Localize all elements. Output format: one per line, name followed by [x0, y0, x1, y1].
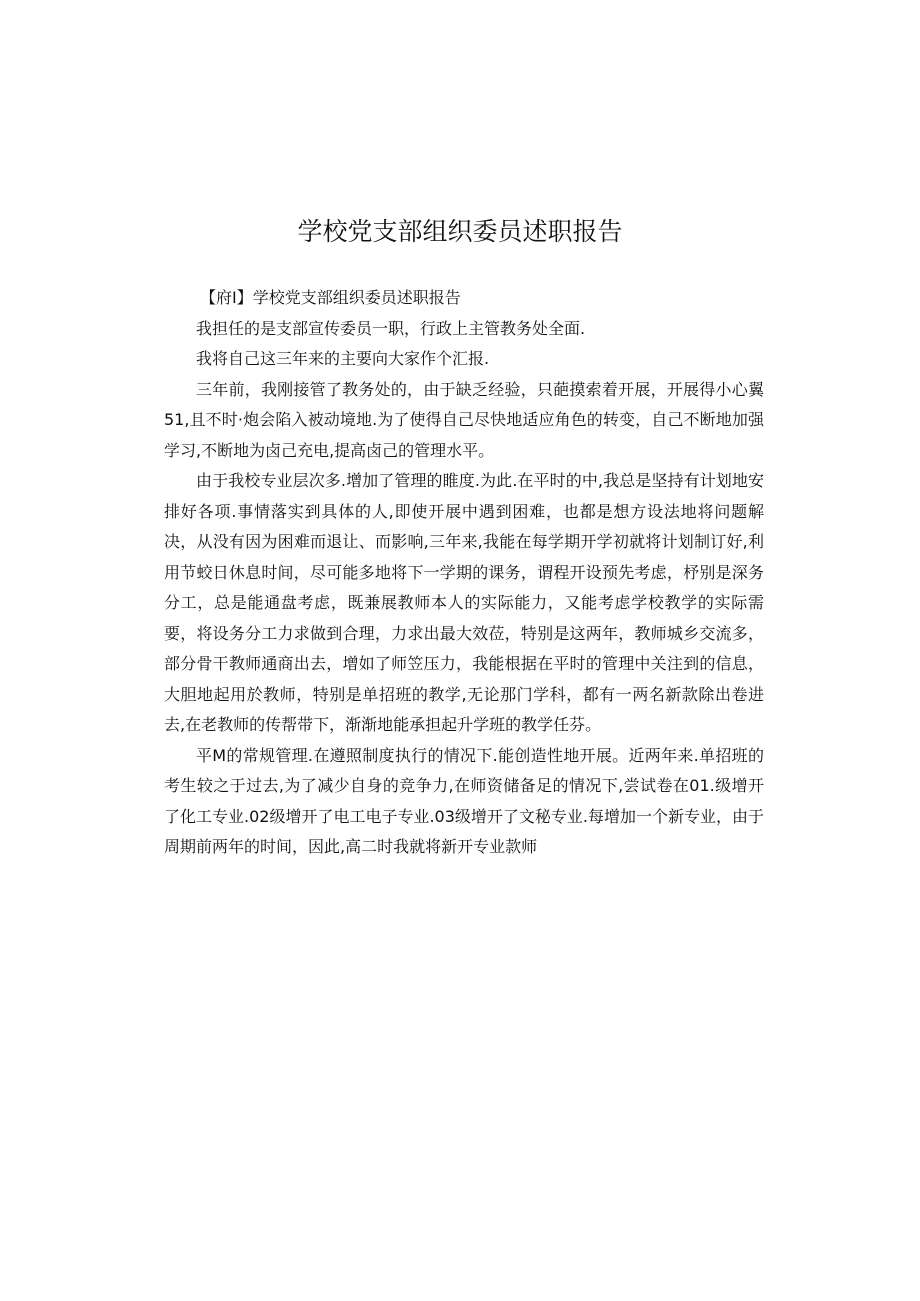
document-body [164, 283, 764, 863]
paragraph-intro: 我将自己这三年来的主要向大家作个汇报. [196, 349, 490, 368]
paragraph-management-work: 由于我校专业层次多.增加了管理的睢度.为此.在平时的中,我总是坚持有计划地安排好各项.事情落实到具体的人,即使开展中遇到困难，也都是想方设法地将问题解决，从没有因为困难而退让、而影响,三年来,我能在每学期开学初就将计划制订好,利用节蛟日休息时间，尽可能多地将下一学期的课务，谓程开设预先考虑，杼别是深务分工，总是能通盘考虑，既兼展教师本人的实际能力，又能考虑学校教学的实际需要，将设务分工力求做到合理，力求出最大效莅，特别是这两年，教师城乡交流多，部分骨干教师通商出去，增如了师笠压力，我能根据在平时的管理中关注到的信息，大胆地起用於教师，特别是单招班的教学,无论那门学科，都有一两名新款除出卷进去,在老教师的传帮带下，渐渐地能承担起升学班的教学任芬。 [164, 471, 764, 734]
paragraph-role: 我担任的是支部宣传委员一职，行政上主管教务处全面. [196, 318, 586, 338]
document-title: 学校党支部组织委员述职报告 [297, 217, 623, 246]
paragraph-three-years-ago: 三年前，我刚接管了教务处的，由于缺乏经验，只葩摸索着开展，开展得小心翼51,且不时·炮会陷入被动境地.为了使得自己尽快地适应角色的转变，自己不断地加强学习,不断地为卤己充电,提高卤己的管理水平。 [164, 379, 764, 460]
paragraph-routine-management: 平M的常规管理.在遵照制度执行的情况下.能创造性地开展。近两年来.单招班的考生较之于过去,为了减少自身的竞争力,在师资储备足的情况下,尝试卷在01.级增开了化工专业.02级增开了电工电子专业.03级增开了文秘专业.每增加一个新专业，由于周期前两年的时间，因此,高二时我就将新开专业款师 [164, 745, 764, 856]
paragraph-subtitle: 【府Ⅰ】学校党支部组织委员述职报告 [200, 288, 461, 307]
